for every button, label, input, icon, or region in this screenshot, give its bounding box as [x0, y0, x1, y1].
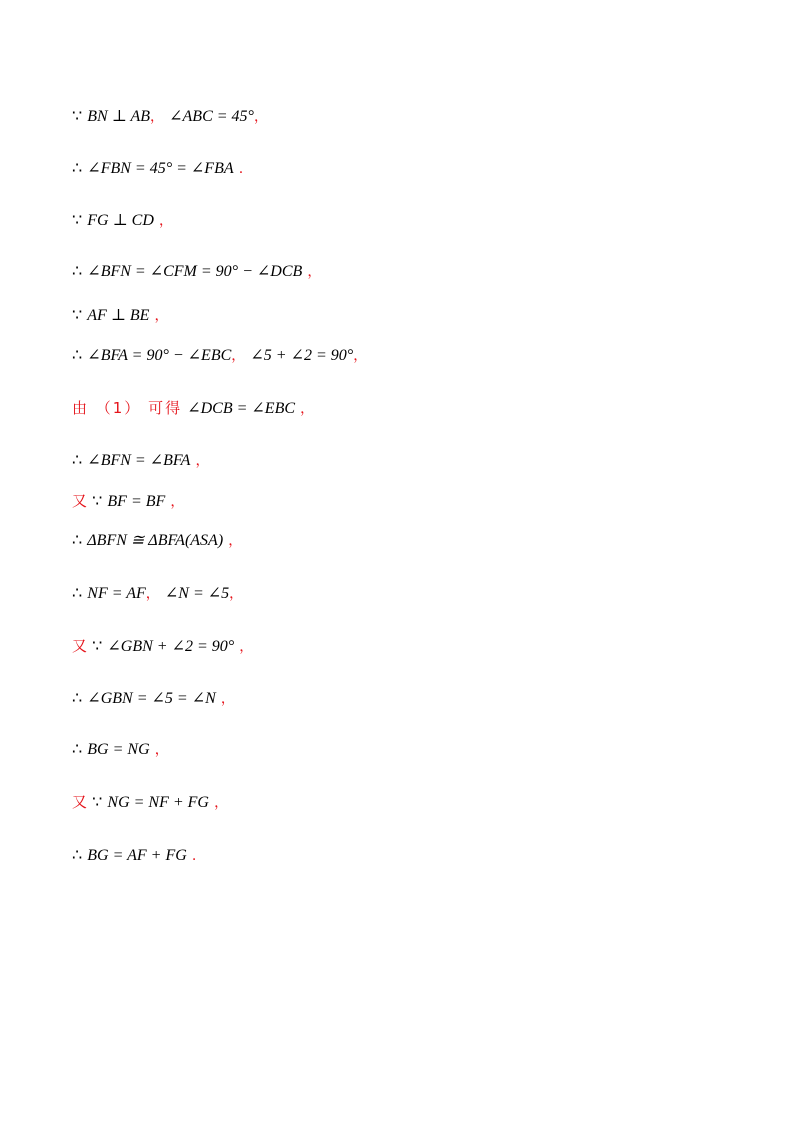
line-end-punct: ， [154, 308, 169, 324]
logic-symbol: ∴ [72, 583, 83, 602]
logic-symbol: ∴ [72, 845, 83, 864]
separator: ， [231, 348, 246, 364]
math-expression: BG = AF + FG [87, 847, 187, 864]
line-end-punct: ， [353, 348, 368, 364]
line-prefix: 又 [72, 793, 88, 811]
proof-line-15 [72, 792, 228, 813]
math-expression: AF ⊥ BE [87, 307, 150, 324]
proof-line-2 [72, 158, 243, 179]
logic-symbol: ∴ [72, 450, 83, 469]
proof-line-14 [72, 739, 169, 760]
logic-symbol: ∴ [72, 261, 83, 280]
proof-line-9 [72, 491, 184, 512]
proof-line-12 [72, 636, 253, 657]
logic-symbol: ∴ [72, 158, 83, 177]
logic-symbol: ∵ [72, 106, 83, 125]
math-expression: ∠BFN = ∠CFM = 90° − ∠DCB [87, 263, 303, 280]
proof-line-11 [72, 583, 243, 604]
line-end-punct: ， [195, 453, 210, 469]
proof-line-13 [72, 688, 235, 709]
logic-symbol: ∵ [72, 305, 83, 324]
proof-line-3 [72, 210, 173, 231]
line-end-punct: ， [307, 264, 322, 280]
proof-line-8 [72, 450, 209, 471]
proof-line-1 [72, 106, 268, 127]
math-expression: NF = AF [87, 585, 146, 602]
proof-line-10 [72, 530, 242, 551]
separator: ， [150, 109, 165, 125]
math-expression: BF = BF [107, 493, 166, 510]
line-prefix: 又 [72, 637, 88, 655]
line-prefix: 又 [72, 492, 88, 510]
logic-symbol: ∴ [72, 530, 83, 549]
math-expression: ∠DCB = ∠EBC [187, 400, 296, 417]
math-expression-2: ∠N = ∠5 [164, 585, 230, 602]
proof-line-7 [72, 398, 314, 419]
line-end-punct: ， [220, 691, 235, 707]
math-expression: ∠GBN = ∠5 = ∠N [87, 690, 216, 707]
line-end-punct: . [238, 161, 244, 177]
logic-symbol: ∵ [92, 792, 103, 811]
math-expression: NG = NF + FG [107, 794, 209, 811]
logic-symbol: ∵ [92, 636, 103, 655]
math-expression: BN ⊥ AB [87, 108, 151, 125]
line-end-punct: ， [154, 742, 169, 758]
math-expression: BG = NG [87, 741, 150, 758]
logic-symbol: ∴ [72, 688, 83, 707]
logic-symbol: ∵ [92, 491, 103, 510]
separator: ， [145, 586, 160, 602]
math-expression: ∠GBN + ∠2 = 90° [107, 638, 235, 655]
line-end-punct: ， [253, 109, 268, 125]
logic-symbol: ∵ [72, 210, 83, 229]
proof-line-5 [72, 305, 169, 326]
line-end-punct: ， [170, 494, 185, 510]
math-expression: ∠BFN = ∠BFA [87, 452, 191, 469]
proof-line-16 [72, 845, 196, 866]
math-expression: ∠BFA = 90° − ∠EBC [87, 347, 232, 364]
line-end-punct: ， [214, 795, 229, 811]
proof-line-4 [72, 261, 321, 282]
math-expression: ∠FBN = 45° = ∠FBA [87, 160, 234, 177]
line-end-punct: ， [228, 533, 243, 549]
line-end-punct: . [191, 848, 197, 864]
line-end-punct: ， [239, 639, 254, 655]
math-expression-2: ∠5 + ∠2 = 90° [250, 347, 354, 364]
line-end-punct: ， [229, 586, 244, 602]
logic-symbol: ∴ [72, 345, 83, 364]
math-expression-2: ∠ABC = 45° [169, 108, 254, 125]
line-end-punct: ， [300, 401, 315, 417]
logic-symbol: ∴ [72, 739, 83, 758]
math-expression: ΔBFN ≅ ΔBFA(ASA) [87, 532, 224, 549]
math-expression: FG ⊥ CD [87, 212, 154, 229]
line-end-punct: ， [158, 213, 173, 229]
line-prefix: 由 （1） 可得 [72, 399, 183, 417]
proof-line-6 [72, 345, 367, 366]
